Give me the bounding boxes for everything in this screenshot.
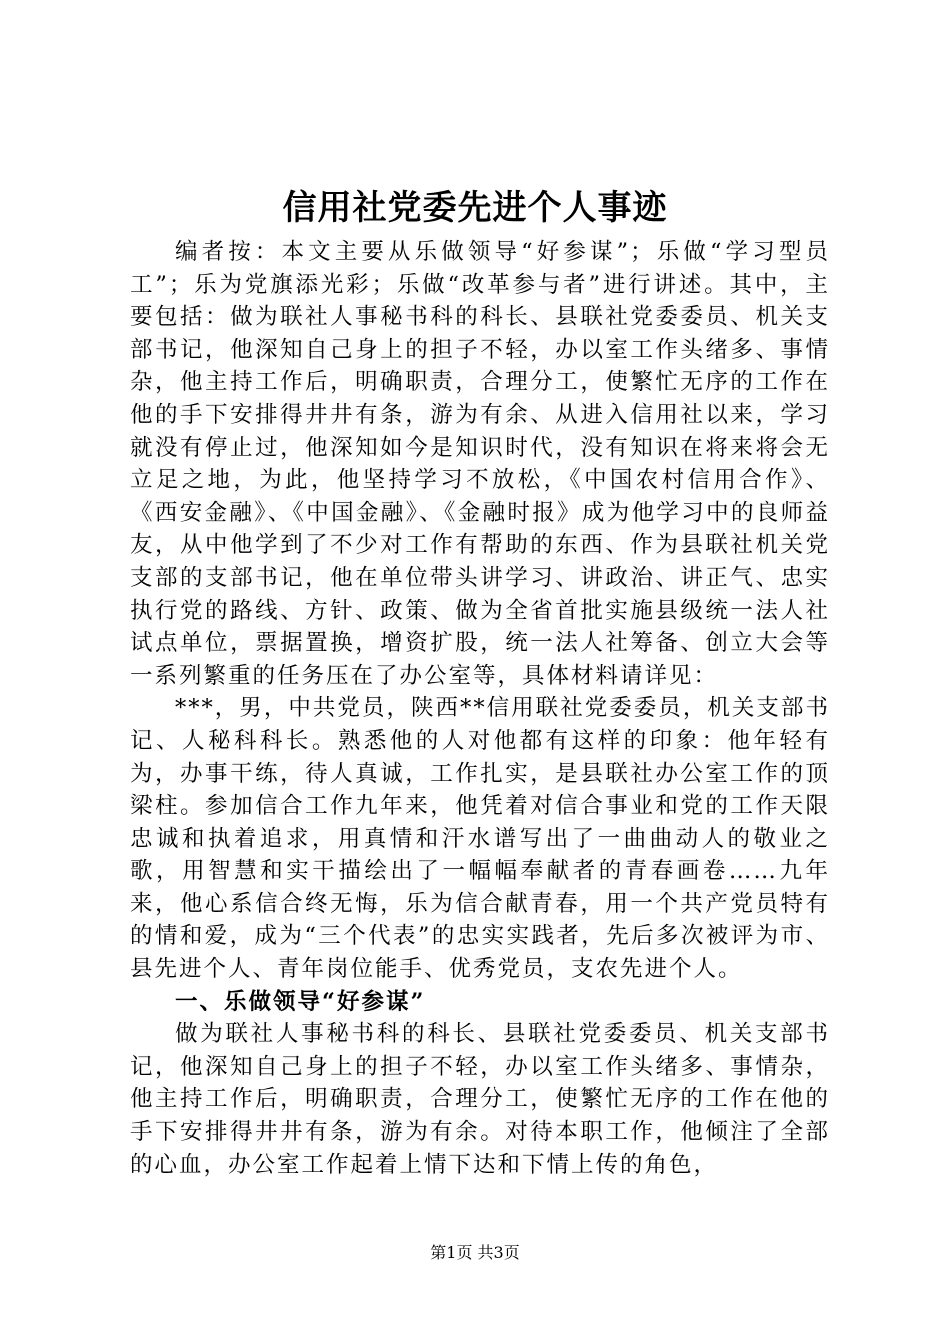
section-paragraph: 做为联社人事秘书科的科长、县联社党委委员、机关支部书记，他深知自己身上的担子不轻，办以室工作头绪多、事情杂，他主持工作后，明确职责，合理分工，使繁忙无序的工作在他的手下安排得井井有条，游为有余。对待本职工作，他倾注了全部的心血，办公室工作起着上情下达和下情上传的角色， xyxy=(130,1021,830,1178)
document-body xyxy=(130,236,830,1181)
section-heading: 一、乐做领导“好参谋” xyxy=(175,988,426,1015)
page-footer: 第1页 共3页 xyxy=(430,1243,520,1262)
document-title: 信用社党委先进个人事迹 xyxy=(282,188,668,228)
editor-note-paragraph: 编者按：本文主要从乐做领导“好参谋”；乐做“学习型员工”；乐为党旗添光彩；乐做“改革参与者”进行讲述。其中，主要包括：做为联社人事秘书科的科长、县联社党委委员、机关支部书记，他深知自己身上的担子不轻，办以室工作头绪多、事情杂，他主持工作后，明确职责，合理分工，使繁忙无序的工作在他的手下安排得井井有条，游为有余、从进入信用社以来，学习就没有停止过，他深知如今是知识时代，没有知识在将来将会无立足之地，为此，他坚持学习不放松，《中国农村信用合作》、《西安金融》、《中国金融》、《金融时报》成为他学习中的良师益友，从中他学到了不少对工作有帮助的东西、作为县联社机关党支部的支部书记，他在单位带头讲学习、讲政治、讲正气、忠实执行党的路线、方针、政策、做为全省首批实施县级统一法人社试点单位，票据置换，增资扩股，统一法人社筹备、创立大会等一系列繁重的任务压在了办公室等，具体材料请详见： xyxy=(130,239,830,689)
profile-paragraph: ***，男，中共党员，陕西**信用联社党委委员，机关支部书记、人秘科科长。熟悉他的人对他都有这样的印象：他年轻有为，办事干练，待人真诚，工作扎实，是县联社办公室工作的顶梁柱。参加信合工作九年来，他凭着对信合事业和党的工作天限忠诚和执着追求，用真情和汗水谱写出了一曲曲动人的敬业之歌，用智慧和实干描绘出了一幅幅奉献者的青春画卷……九年来，他心系信合终无悔，乐为信合献青春，用一个共产党员特有的情和爱，成为“三个代表”的忠实实践者，先后多次被评为市、县先进个人、青年岗位能手、优秀党员，支农先进个人。 xyxy=(130,695,830,983)
